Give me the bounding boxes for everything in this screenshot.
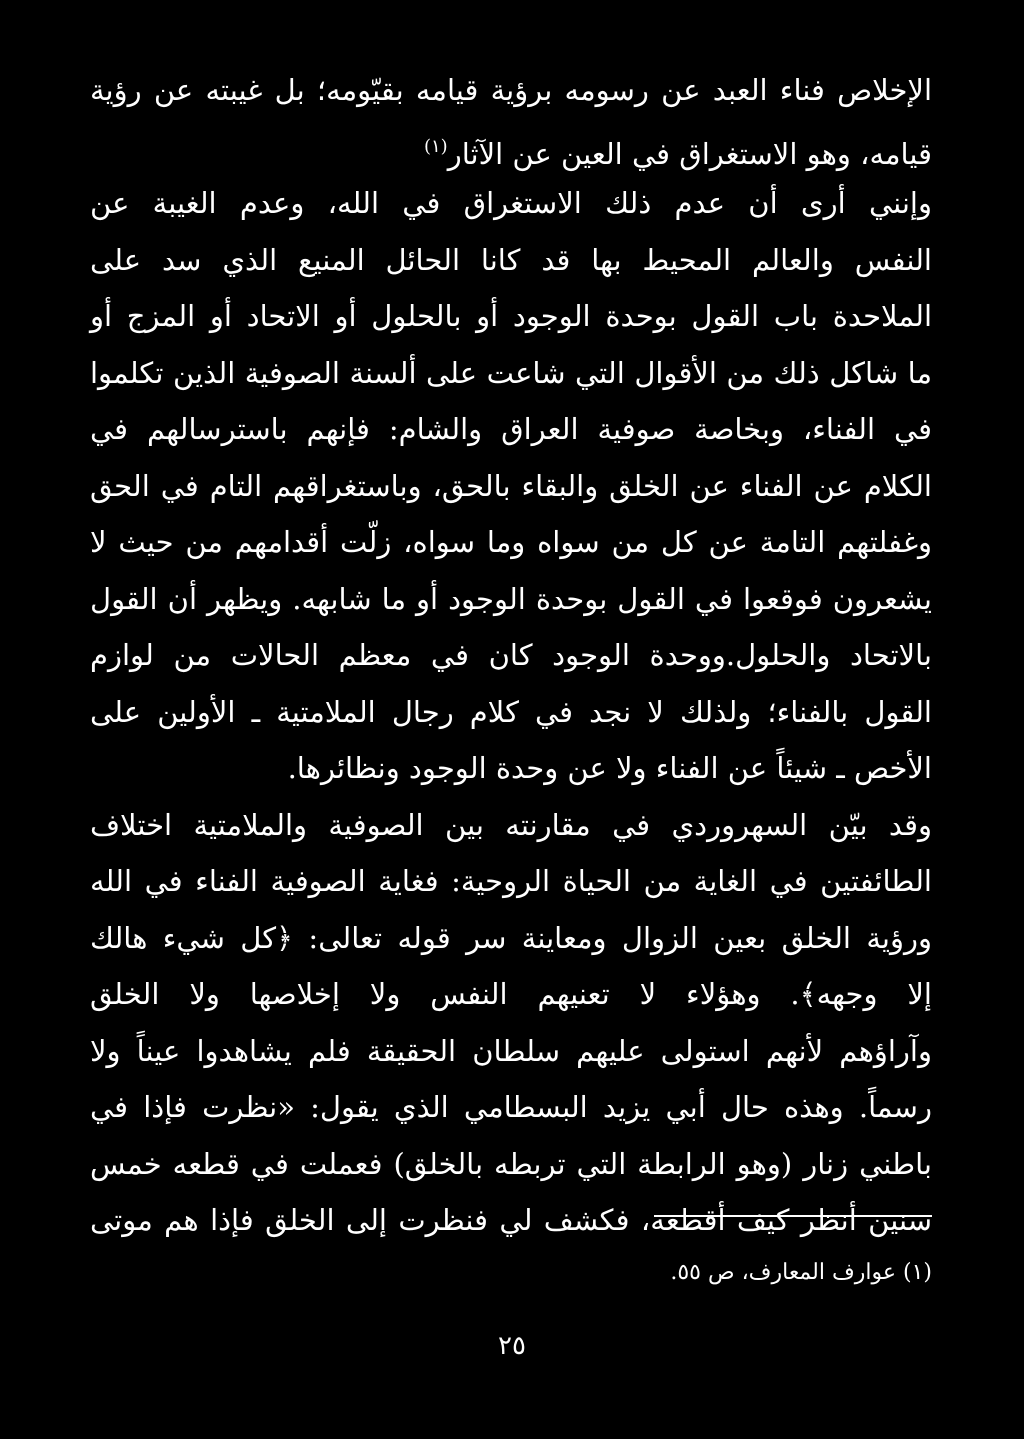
text-line: ما شاكل ذلك من الأقوال التي شاعت على ألسنة الصوفية الذين تكلموا [90, 355, 932, 390]
text-line: في الفناء، وبخاصة صوفية العراق والشام: فإنهم باسترسالهم في [90, 412, 932, 446]
text-line: باطني زنار (وهو الرابطة التي تربطه بالخلق) فعملت في قطعه خمس [90, 1146, 932, 1181]
footnote-separator [654, 1215, 932, 1217]
body-paragraphs [90, 62, 932, 1249]
page-number: ٢٥ [498, 1331, 526, 1361]
text-line: الطائفتين في الغاية من الحياة الروحية: فغاية الصوفية الفناء في الله [90, 864, 932, 898]
text-line: النفس والعالم المحيط بها قد كانا الحائل المنيع الذي سد على [90, 242, 932, 277]
text-line: سنين أنظر كيف أقطعه، فكشف لي فنظرت إلى الخلق فإذا هم موتى [90, 1203, 933, 1237]
text-line: وآراؤهم لأنهم استولى عليهم سلطان الحقيقة فلم يشاهدوا عيناً ولا [90, 1033, 932, 1068]
text-line: إلا وجهه﴾. وهؤلاء لا تعنيهم النفس ولا إخلاصها ولا الخلق [90, 977, 932, 1011]
text-line: رسماً. وهذه حال أبي يزيد البسطامي الذي يقول: «نظرت فإذا في [90, 1090, 932, 1124]
text-line: وغفلتهم التامة عن كل من سواه وما سواه، زلّت أقدامهم من حيث لا [90, 525, 932, 559]
text-line: وقد بيّن السهروردي في مقارنته بين الصوفية والملامتية اختلاف [90, 807, 932, 842]
text-line: الملاحدة باب القول بوحدة الوجود أو بالحلول أو الاتحاد أو المزج أو [90, 299, 932, 333]
text-line: وإنني أرى أن عدم ذلك الاستغراق في الله، وعدم الغيبة عن [90, 186, 932, 220]
text-line-with-footnote [90, 119, 932, 176]
text-line: الأخص ـ شيئاً عن الفناء ولا عن وحدة الوجود ونظائرها. [287, 751, 932, 785]
text-line: ورؤية الخلق بعين الزوال ومعاينة سر قوله تعالى: ﴿كل شيء هالك [90, 920, 932, 955]
text-line: بالاتحاد والحلول.ووحدة الوجود كان في معظم الحالات من لوازم [90, 638, 932, 672]
text-line: الإخلاص فناء العبد عن رسومه برؤية قيامه بقيّومه؛ بل غيبته عن رؤية [90, 73, 932, 107]
text-line: قيامه، وهو الاستغراق في العين عن الآثار [447, 136, 932, 171]
text-line: الكلام عن الفناء عن الخلق والبقاء بالحق، وباستغراقهم التام في الحق [90, 468, 932, 503]
text-line: القول بالفناء؛ ولذلك لا نجد في كلام رجال الملامتية ـ الأولين على [90, 694, 932, 729]
footnote-reference: (١) [423, 135, 448, 157]
footnote: (١) عوارف المعارف، ص ٥٥. [670, 1260, 932, 1285]
text-line: يشعرون فوقعوا في القول بوحدة الوجود أو ما شابهه. ويظهر أن القول [90, 581, 932, 616]
